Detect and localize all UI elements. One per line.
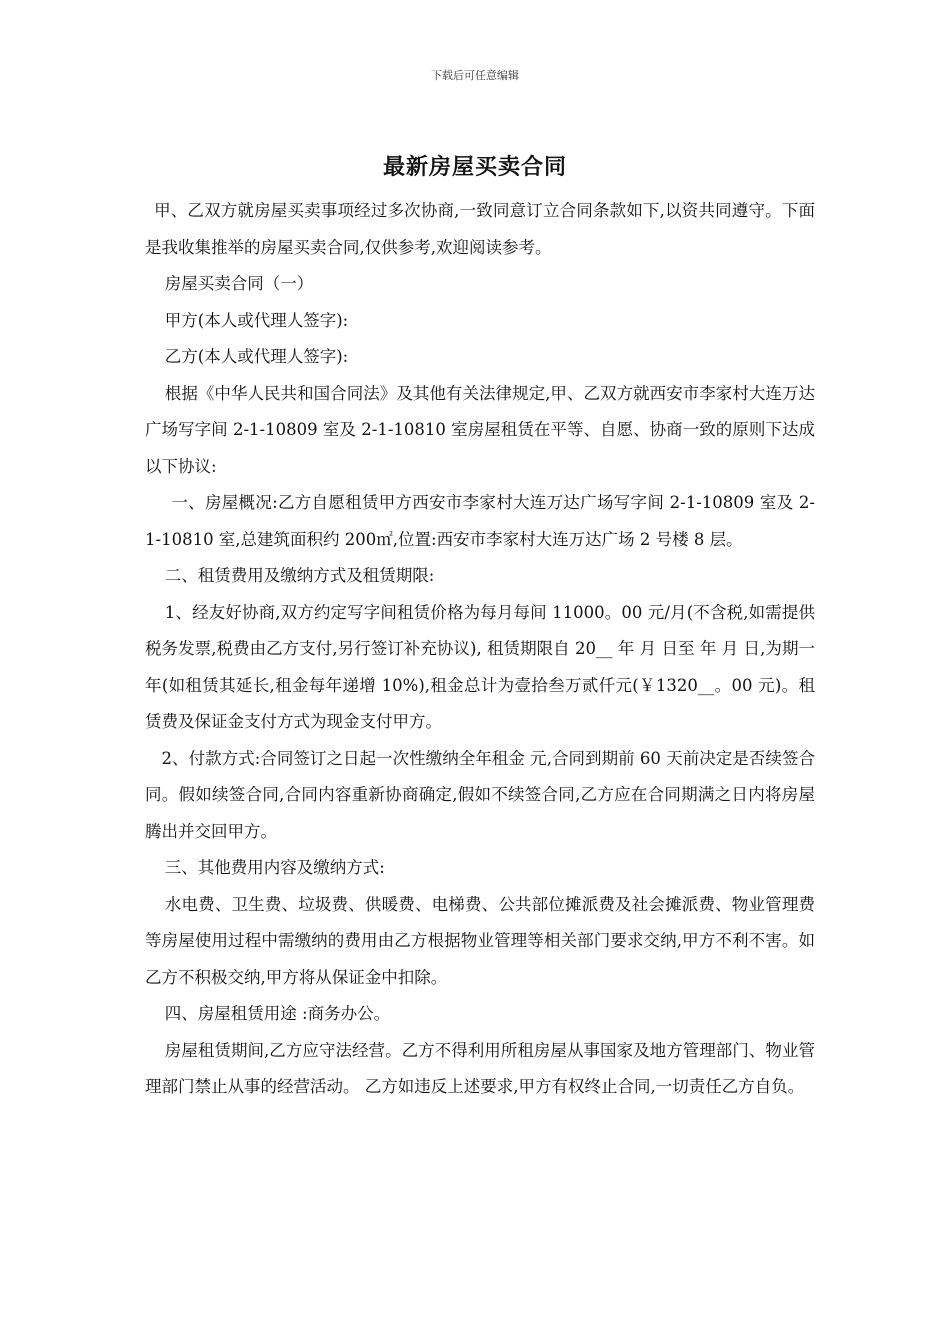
document-title: 最新房屋买卖合同 bbox=[382, 154, 567, 180]
clause-2-heading: 二、租赁费用及缴纳方式及租赁期限: bbox=[164, 566, 435, 585]
clause-4-heading: 四、房屋租赁用途 :商务办公。 bbox=[164, 1004, 391, 1023]
header-note: 下载后可任意编辑 bbox=[431, 69, 519, 82]
document-body bbox=[145, 193, 815, 1106]
party-b-signature-line: 乙方(本人或代理人签字): bbox=[164, 347, 349, 366]
clause-2-item-2: 2、付款方式:合同签订之日起一次性缴纳全年租金 元,合同到期前 60 天前决定是否续签合同。假如续签合同,合同内容重新协商确定,假如不续签合同,乙方应在合同期满之日内将房屋腾出并交回甲方。 bbox=[145, 748, 815, 841]
party-a-signature-line: 甲方(本人或代理人签字): bbox=[164, 310, 349, 330]
clause-3-heading: 三、其他费用内容及缴纳方式: bbox=[164, 858, 385, 877]
clause-4-content: 房屋租赁期间,乙方应守法经营。乙方不得利用所租房屋从事国家及地方管理部门、物业管理部门禁止从事的经营活动。 乙方如违反上述要求,甲方有权终止合同,一切责任乙方自负。 bbox=[145, 1040, 815, 1096]
clause-3-content: 水电费、卫生费、垃圾费、供暖费、电梯费、公共部位摊派费及社会摊派费、物业管理费等房屋使用过程中需缴纳的费用由乙方根据物业管理等相关部门要求交纳,甲方不利不害。如乙方不积极交纳,甲方将从保证金中扣除。 bbox=[145, 894, 815, 987]
clause-1-property-overview: 一、房屋概况:乙方自愿租赁甲方西安市李家村大连万达广场写字间 2-1-10809 室及 2-1-10810 室,总建筑面积约 200㎡,位置:西安市李家村大连万达广场 2 号楼 8 层。 bbox=[145, 493, 815, 549]
intro-paragraph: 甲、乙双方就房屋买卖事项经过多次协商,一致同意订立合同条款如下,以资共同遵守。下面是我收集推举的房屋买卖合同,仅供参考,欢迎阅读参考。 bbox=[145, 201, 815, 257]
preamble-paragraph: 根据《中华人民共和国合同法》及其他有关法律规定,甲、乙双方就西安市李家村大连万达广场写字间 2-1-10809 室及 2-1-10810 室房屋租赁在平等、自愿、协商一致的原则下达成以下协议: bbox=[145, 383, 815, 476]
clause-2-item-1: 1、经友好协商,双方约定写字间租赁价格为每月每间 11000。00 元/月(不含税,如需提供税务发票,税费由乙方支付,另行签订补充协议), 租赁期限自 20__ 年 月 日至 年 月 日,为期一年(如租赁其延长,租金每年递增 10%),租金总计为壹拾叁万贰仟元(￥1320__。00 元)。租赁费及保证金支付方式为现金支付甲方。 bbox=[145, 602, 815, 731]
contract-heading: 房屋买卖合同（一） bbox=[164, 274, 314, 293]
